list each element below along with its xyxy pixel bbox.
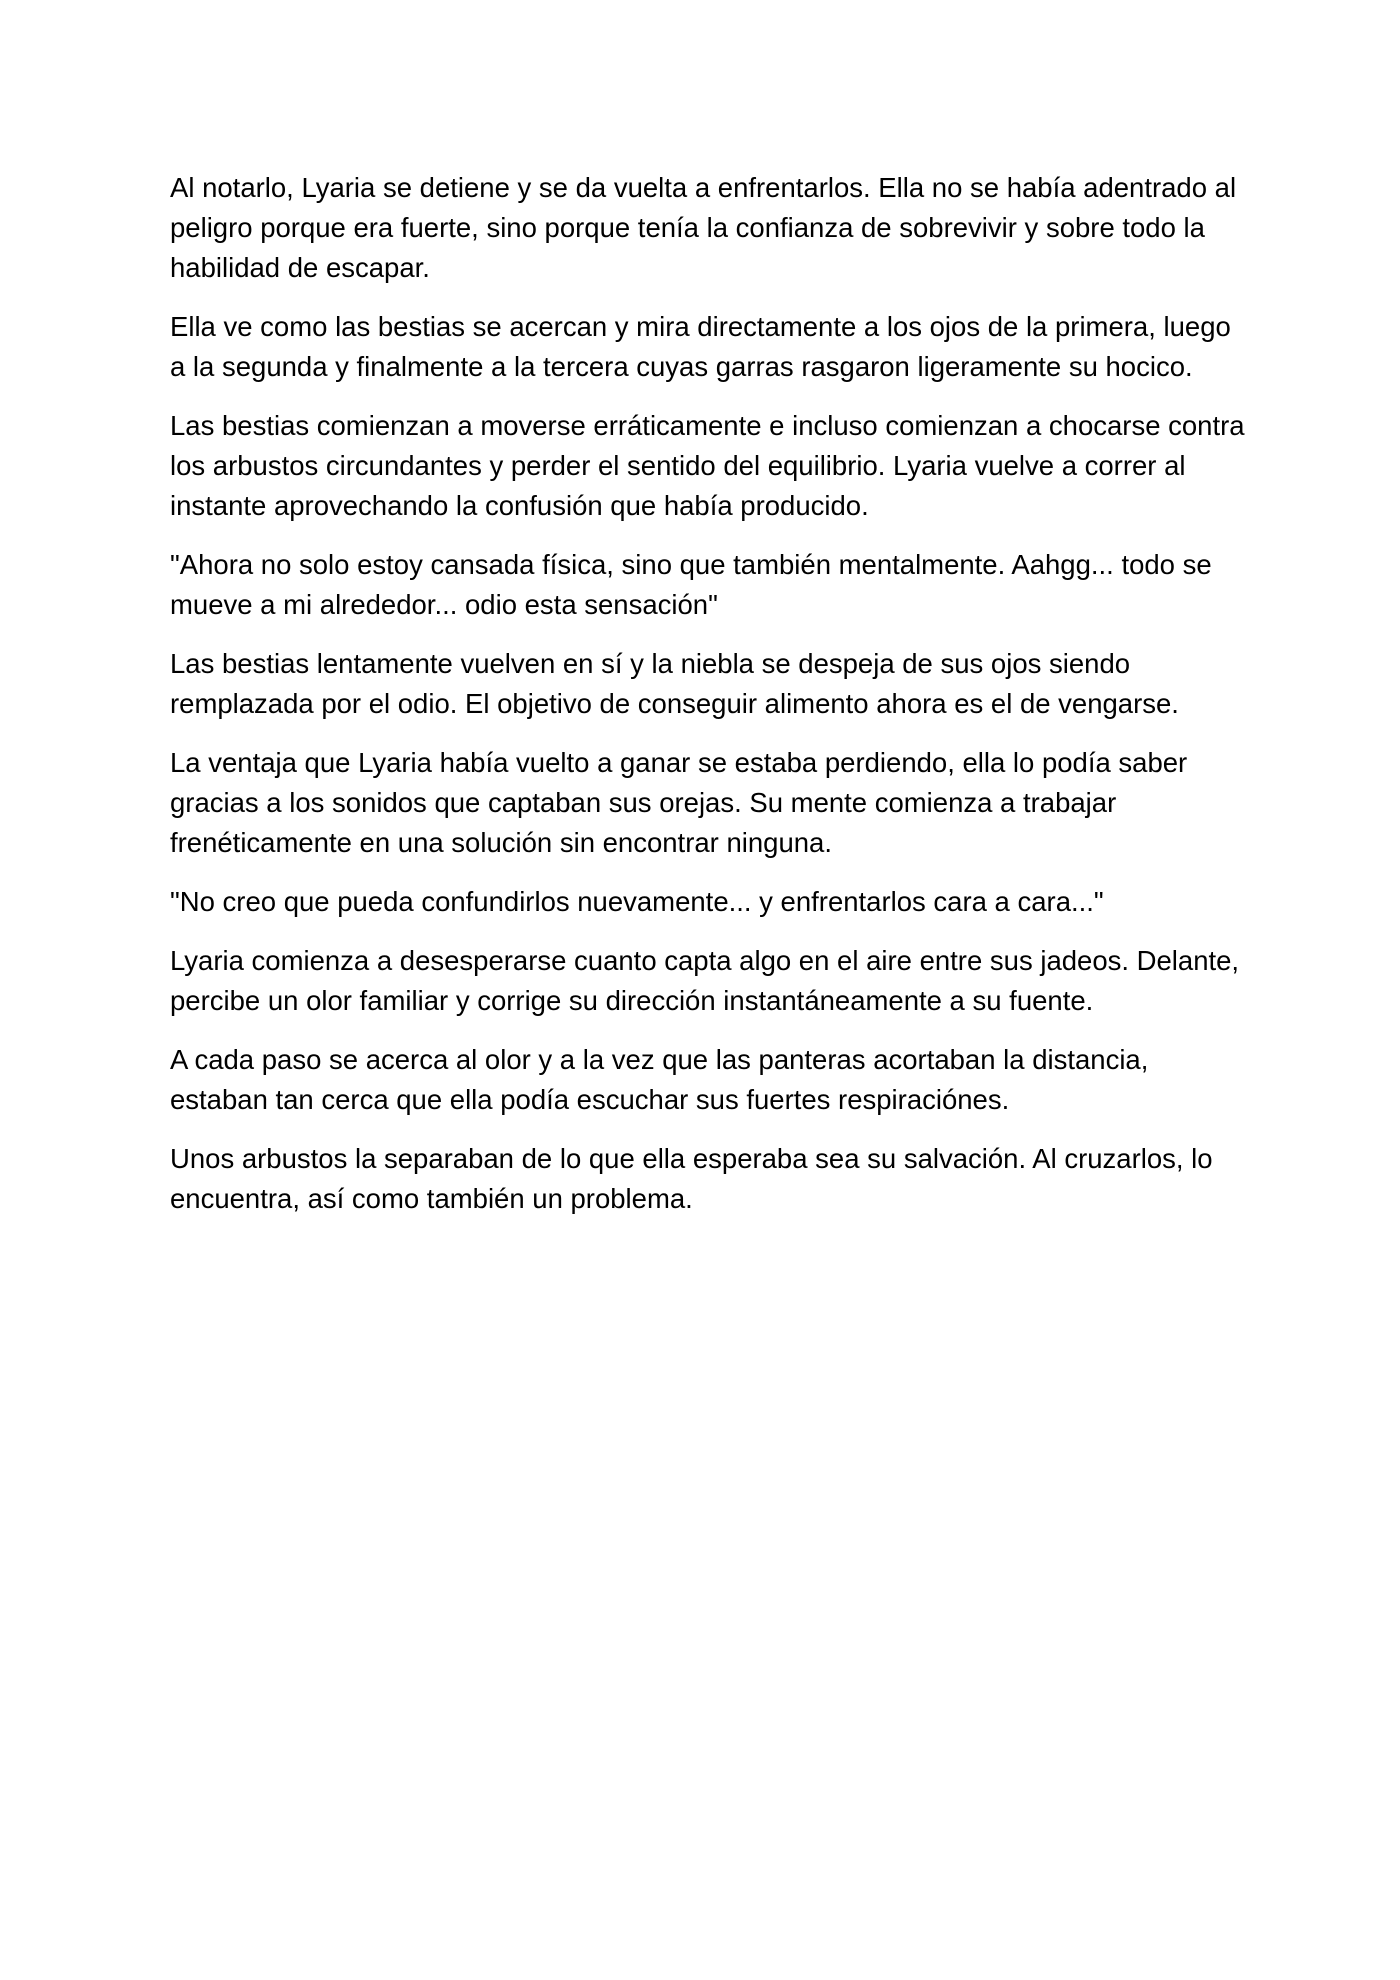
paragraph: Lyaria comienza a desesperarse cuanto capta algo en el aire entre sus jadeos. Delante, percibe un olor familiar y corrige su dirección instantáneamente a su fuente.	[170, 945, 1240, 1016]
paragraph: Las bestias lentamente vuelven en sí y la niebla se despeja de sus ojos siendo remplazada por el odio. El objetivo de conseguir alimento ahora es el de vengarse.	[170, 648, 1179, 719]
paragraph: Unos arbustos la separaban de lo que ella esperaba sea su salvación. Al cruzarlos, lo encuentra, así como también un problema.	[170, 1143, 1213, 1214]
paragraph: Al notarlo, Lyaria se detiene y se da vuelta a enfrentarlos. Ella no se había adentrado al peligro porque era fuerte, sino porque tenía la confianza de sobrevivir y sobre todo la habilidad de escapar.	[170, 172, 1237, 283]
paragraph: A cada paso se acerca al olor y a la vez que las panteras acortaban la distancia, estaban tan cerca que ella podía escuchar sus fuertes respiraciónes.	[170, 1044, 1149, 1115]
paragraph: Ella ve como las bestias se acercan y mira directamente a los ojos de la primera, luego a la segunda y finalmente a la tercera cuyas garras rasgaron ligeramente su hocico.	[170, 311, 1231, 382]
paragraph: "Ahora no solo estoy cansada física, sino que también mentalmente. Aahgg... todo se mueve a mi alrededor... odio esta sensación"	[170, 549, 1212, 620]
document-body	[170, 168, 1250, 1238]
paragraph: Las bestias comienzan a moverse erráticamente e incluso comienzan a chocarse contra los arbustos circundantes y perder el sentido del equilibrio. Lyaria vuelve a correr al instante aprovechando la confusión que había producido.	[170, 410, 1245, 521]
paragraph: "No creo que pueda confundirlos nuevamente... y enfrentarlos cara a cara..."	[170, 886, 1104, 917]
paragraph: La ventaja que Lyaria había vuelto a ganar se estaba perdiendo, ella lo podía saber gracias a los sonidos que captaban sus orejas. Su mente comienza a trabajar frenéticamente en una solución sin encontrar ninguna.	[170, 747, 1188, 858]
